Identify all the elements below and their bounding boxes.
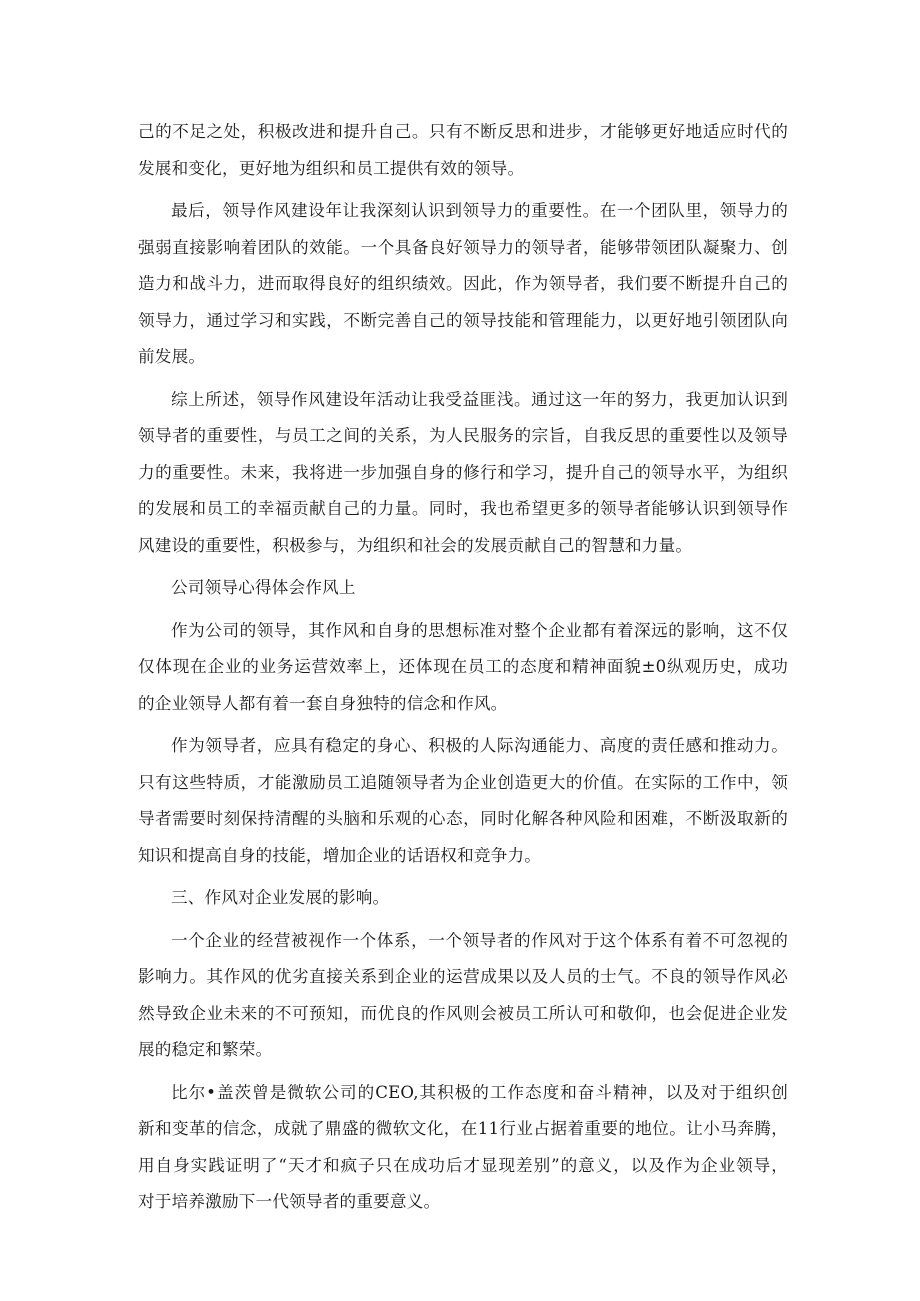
paragraph-line: 领导力，通过学习和实践，不断完善自己的领导技能和管理能力，以更好地引领团队向 xyxy=(138,310,788,330)
paragraph-line: 一个企业的经营被视作一个体系，一个领导者的作风对于这个体系有着不可忽视的 xyxy=(171,930,788,950)
paragraph xyxy=(138,613,788,723)
paragraph-line: 发展和变化，更好地为组织和员工提供有效的领导。 xyxy=(138,158,525,178)
paragraph xyxy=(138,382,788,565)
paragraph xyxy=(138,728,788,874)
paragraph-line: 影响力。其作风的优劣直接关系到企业的运营成果以及人员的士气。不良的领导作风必 xyxy=(138,967,788,986)
paragraph-line: 造力和战斗力，进而取得良好的组织绩效。因此，作为领导者，我们要不断提升自己的 xyxy=(138,274,788,293)
paragraph-line: 强弱直接影响着团队的效能。一个具备良好领导力的领导者，能够带领团队凝聚力、创 xyxy=(138,237,788,257)
paragraph xyxy=(138,1075,788,1221)
paragraph xyxy=(138,880,788,917)
paragraph-line: 三、作风对企业发展的影响。 xyxy=(171,888,390,907)
paragraph-line: 领导者的重要性，与员工之间的关系，为人民服务的宗旨，自我反思的重要性以及领导 xyxy=(138,426,788,445)
document-body xyxy=(138,114,788,1227)
paragraph-line: 公司领导心得体会作风上 xyxy=(171,578,356,597)
paragraph-line: 作为公司的领导，其作风和自身的思想标准对整个企业都有着深远的影响，这不仅 xyxy=(171,620,788,640)
paragraph xyxy=(138,570,788,607)
paragraph-line: 的企业领导人都有着一套自身独特的信念和作风。 xyxy=(138,693,508,713)
paragraph xyxy=(138,193,788,376)
paragraph-line: 用自身实践证明了“天才和疯子只在成功后才显现差别”的意义，以及作为企业领导， xyxy=(138,1155,788,1175)
paragraph-line: 知识和提高自身的技能，增加企业的话语权和竞争力。 xyxy=(138,845,542,865)
paragraph-line: 展的稳定和繁荣。 xyxy=(138,1040,273,1059)
paragraph-line: 对于培养激励下一代领导者的重要意义。 xyxy=(138,1192,441,1211)
paragraph-line: 然导致企业未来的不可预知，而优良的作风则会被员工所认可和敬仰，也会促进企业发 xyxy=(138,1003,788,1023)
paragraph-line: 的发展和员工的幸福贡献自己的力量。同时，我也希望更多的领导者能够认识到领导作 xyxy=(138,499,788,518)
paragraph-line: 新和变革的信念，成就了鼎盛的微软文化，在11行业占据着重要的地位。让小马奔腾， xyxy=(138,1119,788,1138)
paragraph-line: 风建设的重要性，积极参与，为组织和社会的发展贡献自己的智慧和力量。 xyxy=(138,535,693,555)
paragraph-line: 仅体现在企业的业务运营效率上，还体现在员工的态度和精神面貌±0纵观历史，成功 xyxy=(138,657,788,676)
paragraph-line: 力的重要性。未来，我将进一步加强自身的修行和学习，提升自己的领导水平，为组织 xyxy=(138,462,788,482)
paragraph xyxy=(138,923,788,1069)
paragraph-line: 最后，领导作风建设年让我深刻认识到领导力的重要性。在一个团队里，领导力的 xyxy=(171,201,788,220)
paragraph-line: 比尔•盖茨曾是微软公司的CEO,其积极的工作态度和奋斗精神，以及对于组织创 xyxy=(171,1082,788,1102)
paragraph-line: 只有这些特质，才能激励员工追随领导者为企业创造更大的价值。在实际的工作中，领 xyxy=(138,772,788,792)
paragraph-line: 导者需要时刻保持清醒的头脑和乐观的心态，同时化解各种风险和困难，不断汲取新的 xyxy=(138,809,788,828)
paragraph-line: 作为领导者，应具有稳定的身心、积极的人际沟通能力、高度的责任感和推动力。 xyxy=(171,736,788,755)
paragraph xyxy=(138,114,788,187)
paragraph-line: 综上所述，领导作风建设年活动让我受益匪浅。通过这一年的努力，我更加认识到 xyxy=(171,389,788,409)
paragraph-line: 前发展。 xyxy=(138,347,206,366)
paragraph-line: 己的不足之处，积极改进和提升自己。只有不断反思和进步，才能够更好地适应时代的 xyxy=(138,122,788,141)
